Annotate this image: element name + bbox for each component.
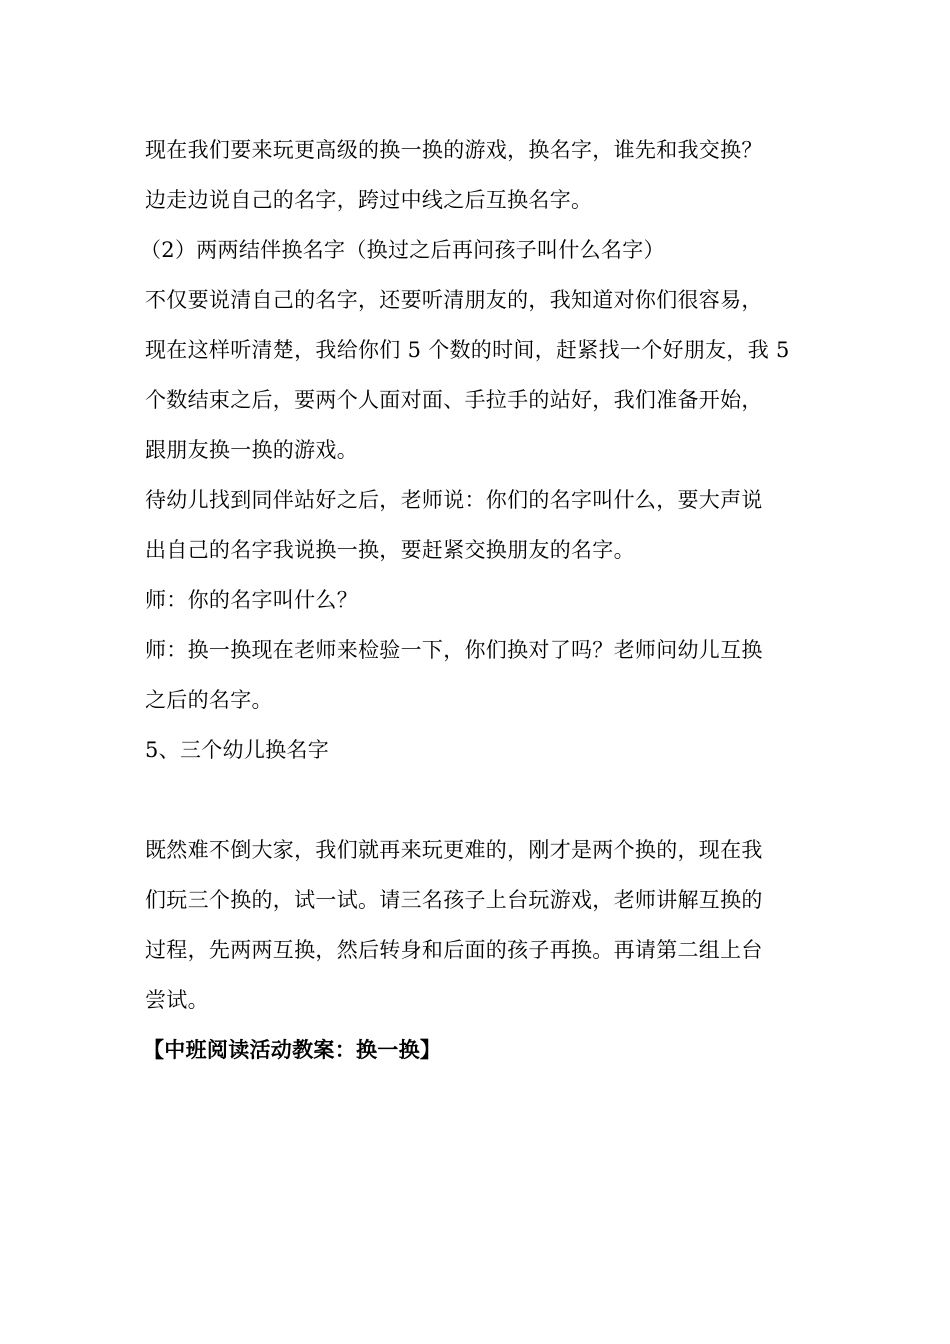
paragraph-line: 师：你的名字叫什么？ [145,588,358,612]
paragraph-line: 现在这样听清楚，我给你们 5 个数的时间，赶紧找一个好朋友，我 5 [145,338,790,362]
paragraph-line: 跟朋友换一换的游戏。 [145,438,358,462]
paragraph-line: 待幼儿找到同伴站好之后，老师说：你们的名字叫什么，要大声说 [145,488,763,512]
paragraph-line: 出自己的名字我说换一换，要赶紧交换朋友的名字。 [145,538,635,562]
footer-title: 【中班阅读活动教案：换一换】 [143,1037,442,1062]
paragraph-line: 尝试。 [145,988,209,1012]
paragraph-line: 之后的名字。 [145,688,273,712]
section-heading: 5、三个幼儿换名字 [145,738,330,762]
paragraph-line: 边走边说自己的名字，跨过中线之后互换名字。 [145,188,593,212]
paragraph-line: 现在我们要来玩更高级的换一换的游戏，换名字，谁先和我交换？ [145,138,763,162]
paragraph-line: 们玩三个换的，试一试。请三名孩子上台玩游戏，老师讲解互换的 [145,888,763,912]
section-heading: （2）两两结伴换名字（换过之后再问孩子叫什么名字） [140,238,665,262]
paragraph-line: 不仅要说清自己的名字，还要听清朋友的，我知道对你们很容易， [145,288,763,312]
paragraph-line: 过程，先两两互换，然后转身和后面的孩子再换。再请第二组上台 [145,938,763,962]
paragraph-line: 师：换一换现在老师来检验一下，你们换对了吗？老师问幼儿互换 [145,638,763,662]
paragraph-line: 个数结束之后，要两个人面对面、手拉手的站好，我们准备开始， [145,388,763,412]
paragraph-line: 既然难不倒大家，我们就再来玩更难的，刚才是两个换的，现在我 [145,838,763,862]
